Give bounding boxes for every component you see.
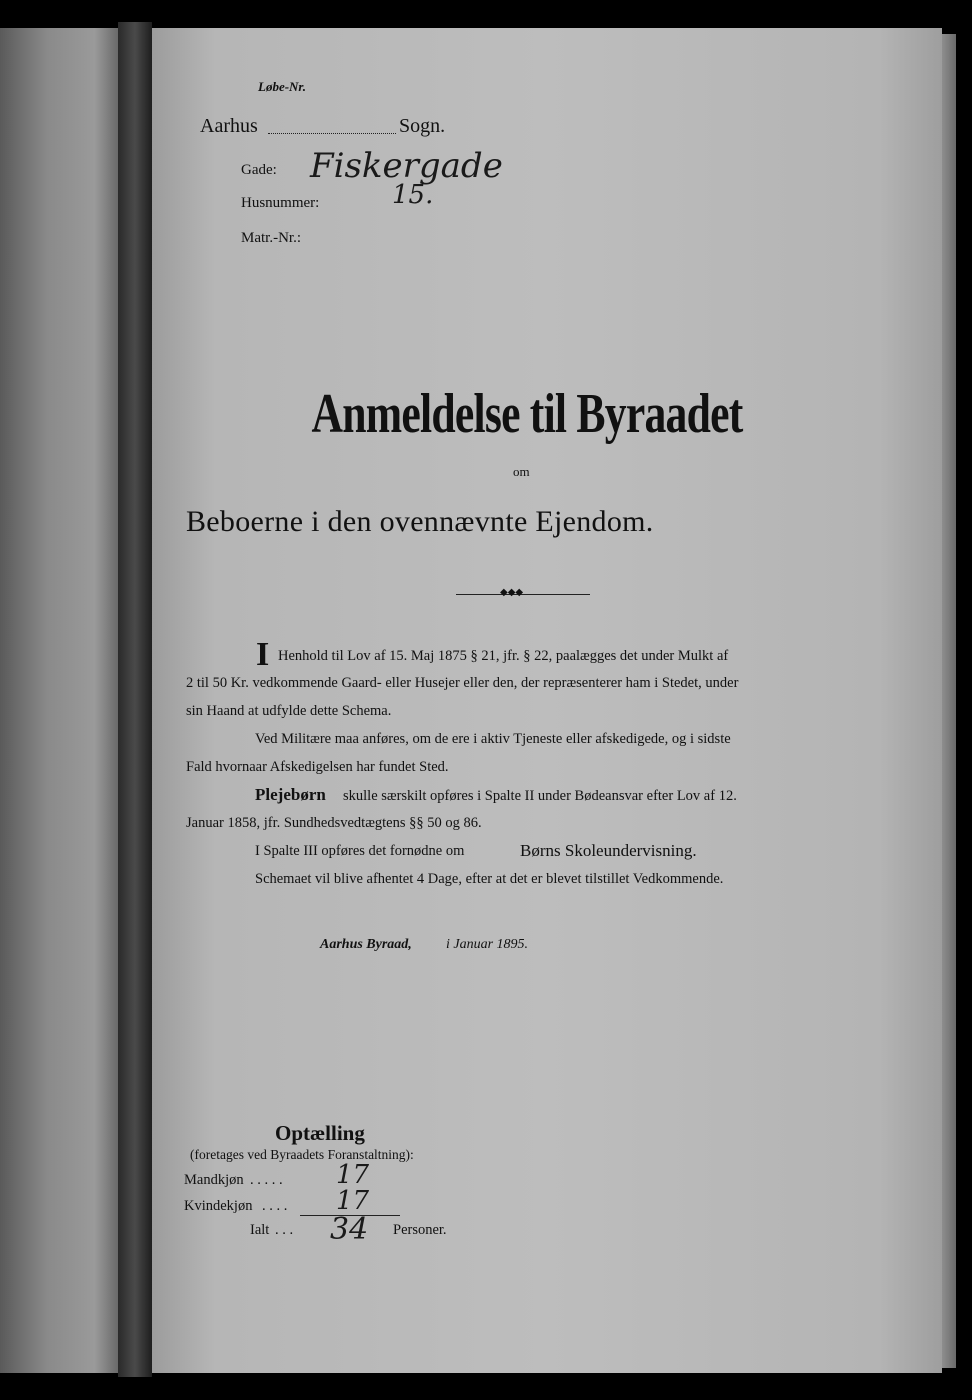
paragraph-1-line-3: sin Haand at udfylde dette Schema. — [186, 703, 392, 719]
paragraph-4-text: I Spalte III opføres det fornødne om — [255, 843, 465, 859]
sogn-label: Sogn. — [399, 115, 446, 137]
paragraph-4-emphasis: Børns Skoleundervisning. — [520, 841, 697, 860]
sogn-line — [268, 133, 396, 134]
plejeborn-lead: Plejebørn — [255, 785, 326, 804]
paragraph-3-line-1: skulle særskilt opføres i Spalte II under Bødeansvar efter Lov af 12. — [343, 788, 737, 804]
paragraph-1-line-2: 2 til 50 Kr. vedkommende Gaard- eller Husejer eller den, der repræsenterer ham i Stedet, under — [186, 675, 739, 691]
document-title: Anmeldelse til Byraadet — [311, 383, 743, 445]
male-dots: . . . . . — [250, 1172, 283, 1188]
total-label: Ialt — [250, 1222, 270, 1238]
book-spine — [118, 22, 152, 1377]
count-subtitle: (foretages ved Byraadets Foranstaltning): — [190, 1147, 414, 1162]
male-label: Mandkjøn — [184, 1172, 244, 1188]
ornament-dots: ◆◆◆ — [500, 587, 524, 598]
matr-label: Matr.-Nr.: — [241, 230, 301, 246]
female-label: Kvindekjøn — [184, 1198, 253, 1214]
count-title: Optælling — [275, 1121, 365, 1145]
paragraph-1-line-1: Henhold til Lov af 15. Maj 1875 § 21, jfr. § 22, paalægges det under Mulkt af — [278, 648, 729, 664]
paragraph-5: Schemaet vil blive afhentet 4 Dage, efter at det er blevet tilstillet Vedkommende. — [255, 871, 724, 887]
gade-value: Fiskergade — [310, 146, 503, 186]
initial-letter: I — [256, 636, 270, 673]
total-dots: . . . — [275, 1222, 294, 1238]
left-page-edge — [0, 28, 118, 1373]
document-subtitle: Beboerne i den ovennævnte Ejendom. — [186, 505, 654, 538]
gade-label: Gade: — [241, 162, 277, 178]
paragraph-2-line-2: Fald hvornaar Afskedigelsen har fundet Sted. — [186, 759, 449, 775]
husnummer-label: Husnummer: — [241, 195, 320, 211]
male-value: 17 — [336, 1160, 370, 1190]
title-om: om — [513, 464, 530, 479]
right-page-edge — [942, 34, 956, 1368]
total-value: 34 — [330, 1212, 369, 1247]
signature-date: i Januar 1895. — [446, 937, 529, 952]
female-dots: . . . . — [262, 1198, 288, 1214]
female-value: 17 — [336, 1186, 370, 1216]
persons-label: Personer. — [393, 1222, 447, 1238]
city-label: Aarhus — [200, 115, 258, 137]
paragraph-2-line-1: Ved Militære maa anføres, om de ere i aktiv Tjeneste eller afskedigede, og i sidste — [255, 731, 731, 747]
lobe-nr-label: Løbe-Nr. — [258, 79, 307, 94]
husnummer-value: 15. — [392, 180, 434, 210]
signature: Aarhus Byraad, — [320, 937, 412, 952]
paragraph-3-line-2: Januar 1858, jfr. Sundhedsvedtægtens §§ 50 og 86. — [186, 815, 482, 831]
